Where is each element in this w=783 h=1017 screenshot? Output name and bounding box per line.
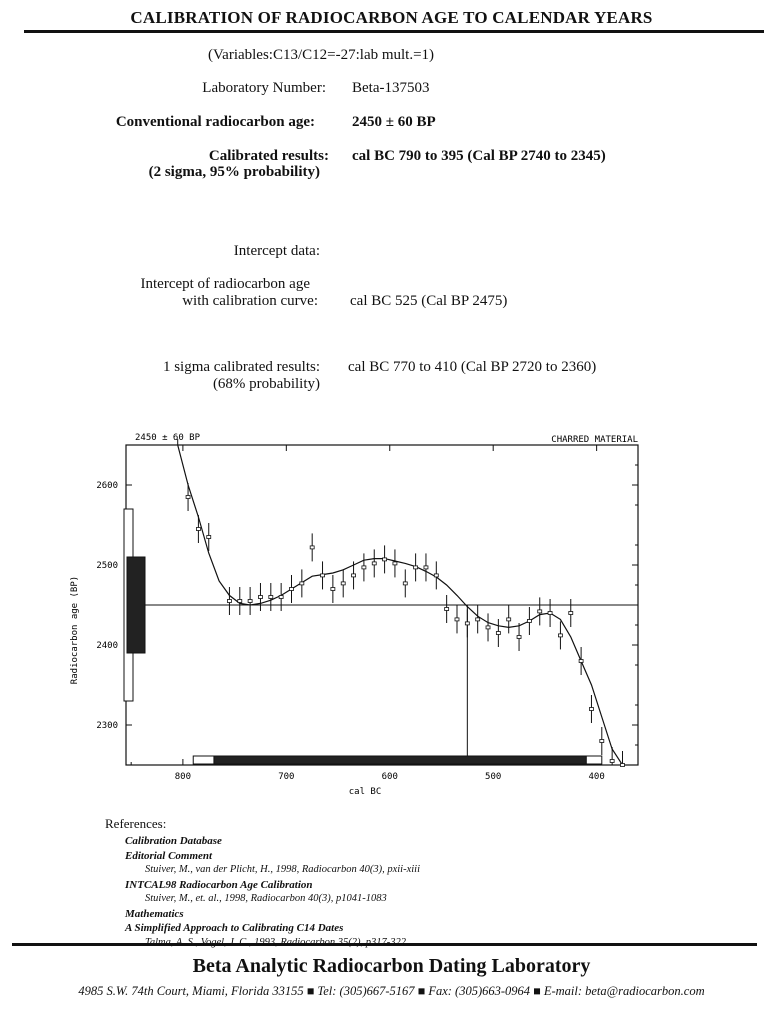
data-point xyxy=(517,636,521,639)
data-point xyxy=(620,764,624,767)
chart-top-left-label: 2450 ± 60 BP xyxy=(135,433,201,443)
data-point xyxy=(186,496,190,499)
data-point xyxy=(300,582,304,585)
variables-line: (Variables:C13/C12=-27:lab mult.=1) xyxy=(208,47,435,63)
reference-heading: Calibration Database xyxy=(125,835,222,847)
y-tick-label: 2300 xyxy=(96,721,118,731)
data-point xyxy=(321,574,325,577)
data-point xyxy=(548,612,552,615)
one-sigma-age-bar xyxy=(127,557,145,653)
data-point xyxy=(507,618,511,621)
data-point xyxy=(579,660,583,663)
reference-citation: Talma, A. S., Vogel, J. C., 1993, Radiocarbon 35(2), p317-322 xyxy=(145,936,407,948)
chart-top-right-label: CHARRED MATERIAL xyxy=(551,435,638,445)
reference-heading: A Simplified Approach to Calibrating C14 Dates xyxy=(125,922,344,934)
data-point xyxy=(289,588,293,591)
lab-address: 4985 S.W. 74th Court, Miami, Florida 33155 ■ Tel: (305)667-5167 ■ Fax: (305)663-0964 ■ E-mail: beta@radiocarbon.com xyxy=(78,984,705,998)
x-tick-label: 600 xyxy=(381,772,398,782)
calibration-chart xyxy=(20,425,680,805)
data-point xyxy=(352,574,356,577)
lab-number-label: Laboratory Number: xyxy=(202,80,326,96)
conv-age-value: 2450 ± 60 BP xyxy=(352,114,436,130)
cal-results-label: Calibrated results: xyxy=(208,148,329,164)
chart-plot-layer xyxy=(96,439,638,782)
data-point xyxy=(445,608,449,611)
one-sigma-cal-bar xyxy=(214,756,586,764)
title-rule xyxy=(24,30,764,33)
cal-results-value: cal BC 790 to 395 (Cal BP 2740 to 2345) xyxy=(352,148,606,164)
data-point xyxy=(476,618,480,621)
data-point xyxy=(496,632,500,635)
x-tick-label: 700 xyxy=(278,772,295,782)
data-point xyxy=(589,708,593,711)
lab-number-value: Beta-137503 xyxy=(352,80,430,96)
intercept-label-2: with calibration curve: xyxy=(182,293,318,309)
data-point xyxy=(362,566,366,569)
data-point xyxy=(248,600,252,603)
data-point xyxy=(424,566,428,569)
sigma1-value: cal BC 770 to 410 (Cal BP 2720 to 2360) xyxy=(348,359,597,375)
data-point xyxy=(569,612,573,615)
data-point xyxy=(414,566,418,569)
x-tick-label: 500 xyxy=(485,772,502,782)
data-point xyxy=(393,562,397,565)
data-point xyxy=(403,582,407,585)
data-point xyxy=(207,536,211,539)
data-point xyxy=(558,634,562,637)
references-heading: References: xyxy=(105,816,167,831)
data-point xyxy=(227,600,231,603)
data-point xyxy=(455,618,459,621)
data-point xyxy=(331,588,335,591)
data-point xyxy=(341,582,345,585)
data-point xyxy=(279,596,283,599)
y-tick-label: 2400 xyxy=(96,641,118,651)
reference-heading: Mathematics xyxy=(125,907,184,920)
data-point xyxy=(434,574,438,577)
data-point xyxy=(372,562,376,565)
reference-citation: Stuiver, M., van der Plicht, H., 1998, Radiocarbon 40(3), pxii-xiii xyxy=(145,864,420,875)
references-list xyxy=(125,834,420,950)
data-point xyxy=(383,558,387,561)
data-point xyxy=(610,760,614,763)
intercept-label-1: Intercept of radiocarbon age xyxy=(140,276,310,292)
data-point xyxy=(310,546,314,549)
x-axis-label: cal BC xyxy=(348,787,382,797)
footer-rule xyxy=(12,943,757,946)
y-tick-label: 2500 xyxy=(96,561,118,571)
data-point xyxy=(486,626,490,629)
reference-citation: Stuiver, M., et. al., 1998, Radiocarbon 40(3), p1041-1083 xyxy=(145,893,387,904)
intercept-data-label: Intercept data: xyxy=(233,243,320,259)
reference-heading: INTCAL98 Radiocarbon Age Calibration xyxy=(125,878,313,891)
data-point xyxy=(196,528,200,531)
sigma1-sub: (68% probability) xyxy=(212,376,320,392)
x-tick-label: 800 xyxy=(174,772,192,782)
data-point xyxy=(465,622,469,625)
lab-name: Beta Analytic Radiocarbon Dating Laboratory xyxy=(192,955,591,977)
conv-age-label: Conventional radiocarbon age: xyxy=(115,114,315,130)
data-point xyxy=(238,600,242,603)
sigma1-label: 1 sigma calibrated results: xyxy=(162,359,320,375)
page-title: CALIBRATION OF RADIOCARBON AGE TO CALENDAR YEARS xyxy=(130,8,653,27)
data-point xyxy=(538,610,542,613)
data-point xyxy=(600,740,604,743)
y-tick-label: 2600 xyxy=(96,481,118,491)
intercept-value: cal BC 525 (Cal BP 2475) xyxy=(350,293,508,309)
reference-heading: Editorial Comment xyxy=(125,849,213,862)
y-axis-label: Radiocarbon age (BP) xyxy=(70,575,80,685)
data-point xyxy=(258,596,262,599)
x-tick-label: 400 xyxy=(588,772,605,782)
cal-results-sub: (2 sigma, 95% probability) xyxy=(148,164,320,180)
data-point xyxy=(527,620,531,623)
data-point xyxy=(269,596,273,599)
references-block xyxy=(105,816,420,950)
